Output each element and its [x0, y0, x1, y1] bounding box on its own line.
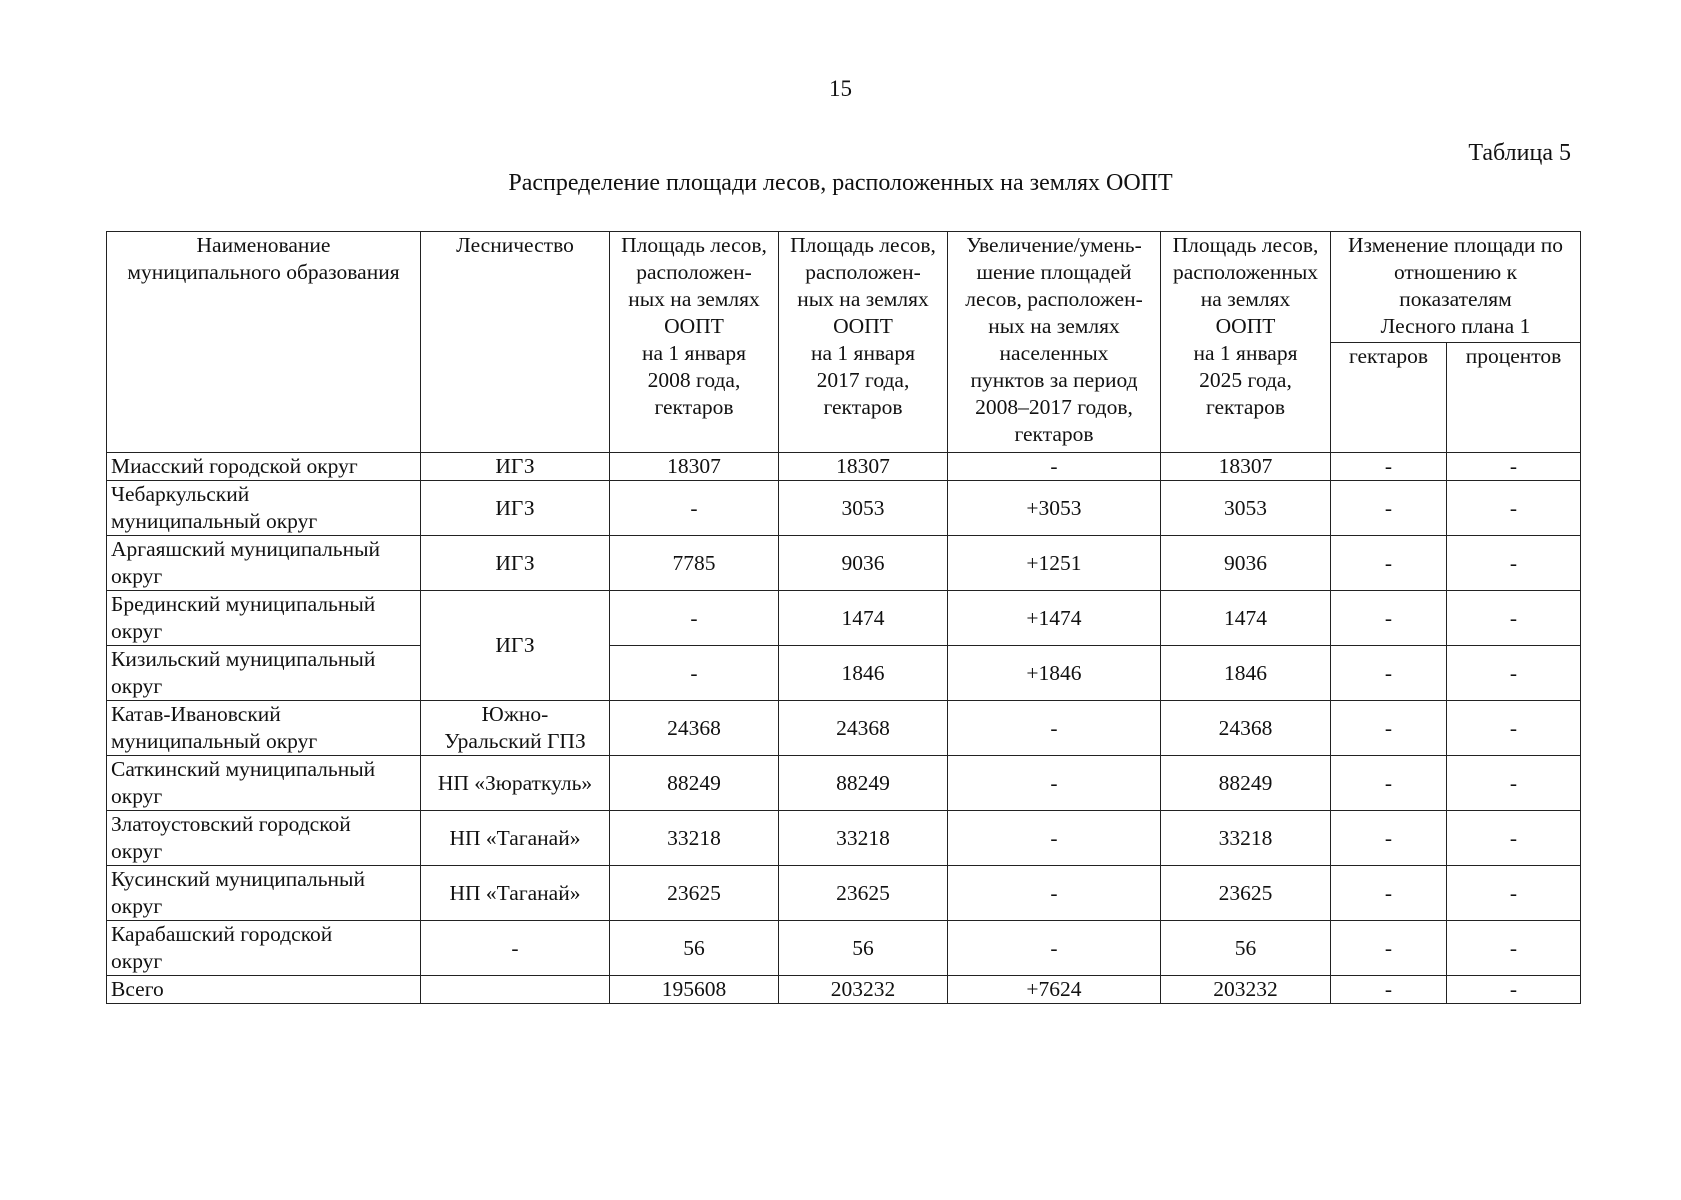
header-area-2017: Площадь лесов, расположен- ных на землях ООПТ на 1 января 2017 года, гектаров — [779, 232, 948, 453]
cell-percent: - — [1447, 481, 1581, 536]
cell-name: Кизильский муниципальный округ — [107, 646, 421, 701]
cell-change: - — [948, 866, 1161, 921]
header-change: Увеличение/умень- шение площадей лесов, расположен- ных на землях населенных пунктов за период 2008–2017 годов, гектаров — [948, 232, 1161, 453]
cell-area-2008: - — [610, 646, 779, 701]
cell-area-2017: 33218 — [779, 811, 948, 866]
cell-percent: - — [1447, 453, 1581, 481]
cell-area-2025: 9036 — [1161, 536, 1331, 591]
cell-hectares: - — [1331, 591, 1447, 646]
table-row — [107, 921, 1581, 976]
cell-area-2017: 18307 — [779, 453, 948, 481]
cell-area-2008: - — [610, 481, 779, 536]
cell-area-2025: 33218 — [1161, 811, 1331, 866]
cell-area-2025: 1474 — [1161, 591, 1331, 646]
cell-name: Миасский городской округ — [107, 453, 421, 481]
cell-area-2008: 7785 — [610, 536, 779, 591]
cell-area-2025: 3053 — [1161, 481, 1331, 536]
cell-area-2017: 1474 — [779, 591, 948, 646]
header-row — [107, 232, 1581, 343]
cell-name: Чебаркульский муниципальный округ — [107, 481, 421, 536]
table-row — [107, 536, 1581, 591]
table-row — [107, 591, 1581, 646]
cell-area-2008: 23625 — [610, 866, 779, 921]
cell-area-2025: 24368 — [1161, 701, 1331, 756]
cell-area-2008: - — [610, 591, 779, 646]
cell-forestry: Южно- Уральский ГПЗ — [421, 701, 610, 756]
cell-area-2017: 23625 — [779, 866, 948, 921]
cell-hectares: - — [1331, 481, 1447, 536]
cell-name: Карабашский городской округ — [107, 921, 421, 976]
cell-forestry: НП «Таганай» — [421, 866, 610, 921]
cell-hectares: - — [1331, 811, 1447, 866]
cell-forestry: ИГЗ — [421, 453, 610, 481]
cell-area-2025: 23625 — [1161, 866, 1331, 921]
table-row-total — [107, 976, 1581, 1004]
table-row — [107, 756, 1581, 811]
table-row — [107, 701, 1581, 756]
cell-area-2025: 203232 — [1161, 976, 1331, 1004]
header-forestry: Лесничество — [421, 232, 610, 453]
cell-area-2017: 56 — [779, 921, 948, 976]
cell-area-2017: 1846 — [779, 646, 948, 701]
cell-percent: - — [1447, 811, 1581, 866]
table-label: Таблица 5 — [1468, 140, 1571, 166]
cell-hectares: - — [1331, 536, 1447, 591]
cell-change: - — [948, 453, 1161, 481]
cell-area-2017: 9036 — [779, 536, 948, 591]
cell-percent: - — [1447, 921, 1581, 976]
cell-percent: - — [1447, 701, 1581, 756]
header-area-2008: Площадь лесов, расположен- ных на землях ООПТ на 1 января 2008 года, гектаров — [610, 232, 779, 453]
cell-percent: - — [1447, 976, 1581, 1004]
cell-name: Всего — [107, 976, 421, 1004]
cell-percent: - — [1447, 591, 1581, 646]
cell-hectares: - — [1331, 701, 1447, 756]
cell-name: Златоустовский городской округ — [107, 811, 421, 866]
cell-area-2017: 203232 — [779, 976, 948, 1004]
cell-hectares: - — [1331, 976, 1447, 1004]
cell-forestry: НП «Зюраткуль» — [421, 756, 610, 811]
cell-percent: - — [1447, 866, 1581, 921]
table-row — [107, 866, 1581, 921]
cell-area-2008: 24368 — [610, 701, 779, 756]
cell-forestry: ИГЗ — [421, 536, 610, 591]
table-row — [107, 811, 1581, 866]
cell-change: +1251 — [948, 536, 1161, 591]
cell-change: +7624 — [948, 976, 1161, 1004]
cell-name: Кусинский муниципальный округ — [107, 866, 421, 921]
header-municipality: Наименование муниципального образования — [107, 232, 421, 453]
header-area-2025: Площадь лесов, расположенных на землях ООПТ на 1 января 2025 года, гектаров — [1161, 232, 1331, 453]
cell-change: +1474 — [948, 591, 1161, 646]
table-row — [107, 453, 1581, 481]
cell-area-2008: 88249 — [610, 756, 779, 811]
cell-area-2008: 56 — [610, 921, 779, 976]
cell-area-2025: 1846 — [1161, 646, 1331, 701]
cell-percent: - — [1447, 646, 1581, 701]
cell-area-2008: 18307 — [610, 453, 779, 481]
cell-change: - — [948, 921, 1161, 976]
table-row — [107, 481, 1581, 536]
cell-area-2017: 24368 — [779, 701, 948, 756]
cell-area-2025: 18307 — [1161, 453, 1331, 481]
cell-forestry: ИГЗ — [421, 481, 610, 536]
table-row — [107, 646, 1581, 701]
cell-forestry: НП «Таганай» — [421, 811, 610, 866]
header-hectares: гектаров — [1331, 343, 1447, 453]
cell-change: - — [948, 811, 1161, 866]
cell-area-2017: 3053 — [779, 481, 948, 536]
cell-hectares: - — [1331, 921, 1447, 976]
cell-area-2025: 56 — [1161, 921, 1331, 976]
cell-area-2008: 195608 — [610, 976, 779, 1004]
cell-name: Аргаяшский муниципальный округ — [107, 536, 421, 591]
cell-change: +1846 — [948, 646, 1161, 701]
cell-name: Саткинский муниципальный округ — [107, 756, 421, 811]
cell-name: Брединский муниципальный округ — [107, 591, 421, 646]
cell-change: +3053 — [948, 481, 1161, 536]
cell-hectares: - — [1331, 453, 1447, 481]
cell-area-2008: 33218 — [610, 811, 779, 866]
cell-percent: - — [1447, 756, 1581, 811]
header-plan-change: Изменение площади по отношению к показателям Лесного плана 1 — [1331, 232, 1581, 343]
cell-forestry — [421, 976, 610, 1004]
cell-hectares: - — [1331, 646, 1447, 701]
cell-area-2017: 88249 — [779, 756, 948, 811]
cell-area-2025: 88249 — [1161, 756, 1331, 811]
forest-area-table — [106, 231, 1581, 1004]
header-percent: процентов — [1447, 343, 1581, 453]
cell-hectares: - — [1331, 866, 1447, 921]
cell-hectares: - — [1331, 756, 1447, 811]
cell-percent: - — [1447, 536, 1581, 591]
page-number: 15 — [829, 76, 852, 101]
cell-change: - — [948, 756, 1161, 811]
cell-forestry: - — [421, 921, 610, 976]
cell-change: - — [948, 701, 1161, 756]
cell-name: Катав-Ивановский муниципальный округ — [107, 701, 421, 756]
cell-forestry: ИГЗ — [421, 591, 610, 701]
table-title: Распределение площади лесов, расположенных на землях ООПТ — [508, 170, 1173, 196]
